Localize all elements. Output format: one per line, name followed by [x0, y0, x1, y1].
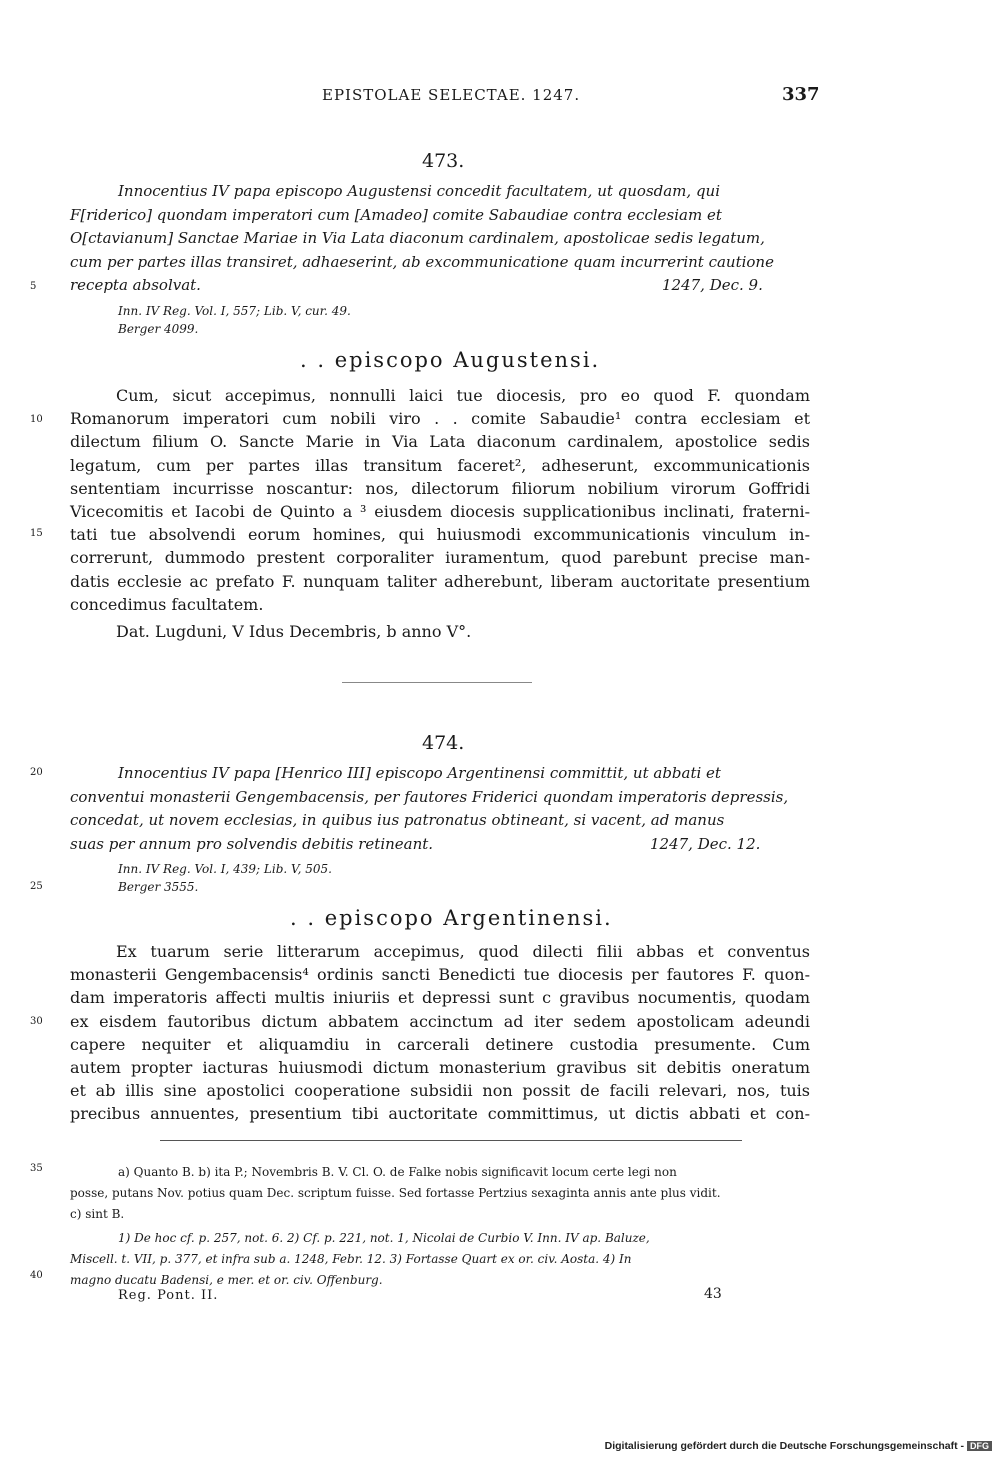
body-line: et ab illis sine apostolici cooperatione subsidii non possit de facili relevari, nos, tuis: [70, 1081, 810, 1101]
regest-line: Innocentius IV papa episcopo Augustensi concedit facultatem, ut quosdam, qui: [118, 182, 721, 200]
doc-474-citation-berger: Berger 3555.: [118, 880, 199, 894]
body-line: Romanorum imperatori cum nobili viro . . comite Sabaudie¹ contra ecclesiam et: [70, 409, 810, 429]
regest-line: cum per partes illas transiret, adhaeserint, ab excommunicatione quam incurrerint cautione: [70, 252, 774, 271]
footnote-line: 1) De hoc cf. p. 257, not. 6. 2) Cf. p. 221, not. 1, Nicolai de Curbio V. Inn. IV ap. Baluze,: [118, 1231, 650, 1245]
regest-line: F[riderico] quondam imperatori cum [Amadeo] comite Sabaudiae contra ecclesiam et: [70, 205, 722, 224]
regest-line: Innocentius IV papa [Henrico III] episcopo Argentinensi committit, ut abbati et: [118, 764, 721, 782]
regest-line: conventui monasterii Gengembacensis, per fautores Friderici quondam imperatoris depressis,: [70, 787, 789, 806]
doc-473-citation: Inn. IV Reg. Vol. I, 557; Lib. V, cur. 49.: [118, 304, 351, 318]
footnote-line: posse, putans Nov. potius quam Dec. scriptum fuisse. Sed fortasse Pertzius sexaginta annis ante plus vidit.: [70, 1186, 721, 1200]
margin-line-number: 10: [30, 414, 43, 425]
body-line: capere nequiter et aliquamdiu in carcerali detinere custodia presumente. Cum: [70, 1034, 810, 1054]
body-line: tati tue absolvendi eorum homines, qui huiusmodi excommunicationis vinculum in-: [70, 525, 810, 545]
footnotes-critical: [70, 1162, 810, 1225]
body-line: ex eisdem fautoribus dictum abbatem accinctum ad iter sedem apostolicam adeundi: [70, 1011, 810, 1031]
doc-474-date: 1247, Dec. 12.: [650, 834, 761, 853]
margin-line-number: 30: [30, 1016, 43, 1027]
body-line: concedimus facultatem.: [70, 594, 264, 614]
body-line: precibus annuentes, presentium tibi auctoritate committimus, ut dictis abbati et con-: [70, 1104, 810, 1124]
margin-line-number: 25: [30, 881, 43, 892]
body-line: legatum, cum per partes illas transitum faceret², adheserunt, excommunicationis: [70, 455, 810, 475]
regest-last-line: recepta absolvat.: [70, 276, 201, 294]
separator-line: [342, 682, 532, 683]
doc-474-body: [70, 940, 810, 1126]
regest-line: concedat, ut novem ecclesias, in quibus ius patronatus obtineant, si vacent, ad manus: [70, 811, 725, 829]
body-line: Vicecomitis et Iacobi de Quinto a ³ eiusdem diocesis supplicationibus inclinati, fraterni-: [70, 502, 810, 522]
dfg-logo: DFG: [967, 1441, 992, 1451]
doc-473-date: 1247, Dec. 9.: [662, 276, 763, 294]
doc-474-citation: Inn. IV Reg. Vol. I, 439; Lib. V, 505.: [118, 862, 332, 876]
footnote-line: magno ducatu Badensi, e mer. et or. civ. Offenburg.: [70, 1273, 383, 1287]
doc-473-regest: [70, 180, 810, 298]
body-line: correrunt, dummodo prestent corporaliter iuramentum, quod parebunt precise man-: [70, 548, 810, 568]
body-line: monasterii Gengembacensis⁴ ordinis sancti Benedicti tue diocesis per fautores F. quon-: [70, 965, 810, 985]
body-line: sententiam incurrisse noscantur: nos, dilectorum filiorum nobilium virorum Goffridi: [70, 478, 810, 498]
doc-473-address: . . episcopo Augustensi.: [300, 348, 601, 372]
footnote-line: c) sint B.: [70, 1207, 125, 1221]
margin-line-number: 40: [30, 1270, 43, 1281]
doc-474-number: 474.: [422, 732, 465, 754]
body-line: Ex tuarum serie litterarum accepimus, quod dilecti filii abbas et conventus: [116, 942, 810, 961]
page-number: 337: [782, 84, 820, 105]
margin-line-number: 20: [30, 767, 43, 778]
doc-474-address: . . episcopo Argentinensi.: [290, 906, 613, 930]
footnotes-explanatory: [70, 1228, 810, 1291]
sheet-number: 43: [704, 1286, 722, 1302]
doc-473-dat: Dat. Lugduni, V Idus Decembris, b anno V°.: [116, 622, 472, 641]
body-line: dam imperatoris affecti multis iniuriis et depressi sunt c gravibus nocumentis, quodam: [70, 988, 810, 1008]
dfg-credit-text: Digitalisierung gefördert durch die Deutsche Forschungsgemeinschaft -: [604, 1440, 964, 1452]
margin-line-number: 15: [30, 528, 43, 539]
body-line: autem propter iacturas huiusmodi dictum monasterium gravibus sit debitis oneratum: [70, 1058, 810, 1078]
footnote-line: Miscell. t. VII, p. 377, et infra sub a. 1248, Febr. 12. 3) Fortasse Quart ex or. civ. Aosta. 4) In: [70, 1252, 632, 1266]
body-line: datis ecclesie ac prefato F. nunquam taliter adherebunt, liberam auctoritate presentium: [70, 571, 810, 591]
body-line: Cum, sicut accepimus, nonnulli laici tue diocesis, pro eo quod F. quondam: [116, 386, 810, 405]
margin-line-number: 5: [30, 281, 37, 292]
sheet-signature: Reg. Pont. II.: [118, 1288, 219, 1303]
footnote-rule: [160, 1140, 742, 1141]
body-line: dilectum filium O. Sancte Marie in Via Lata diaconum cardinalem, apostolice sedis: [70, 432, 810, 452]
margin-line-number: 35: [30, 1163, 43, 1174]
dfg-credit: [605, 1440, 992, 1452]
doc-474-regest: [70, 762, 810, 856]
regest-last-line: suas per annum pro solvendis debitis retineant.: [70, 834, 434, 853]
doc-473-body: [70, 384, 810, 616]
doc-473-citation-berger: Berger 4099.: [118, 322, 199, 336]
running-title: EPISTOLAE SELECTAE. 1247.: [322, 86, 581, 104]
doc-473-number: 473.: [422, 150, 465, 172]
regest-line: O[ctavianum] Sanctae Mariae in Via Lata diaconum cardinalem, apostolicae sedis legatum,: [70, 229, 765, 247]
footnote-line: a) Quanto B. b) ita P.; Novembris B. V. Cl. O. de Falke nobis significavit locum certe legi non: [118, 1165, 677, 1179]
